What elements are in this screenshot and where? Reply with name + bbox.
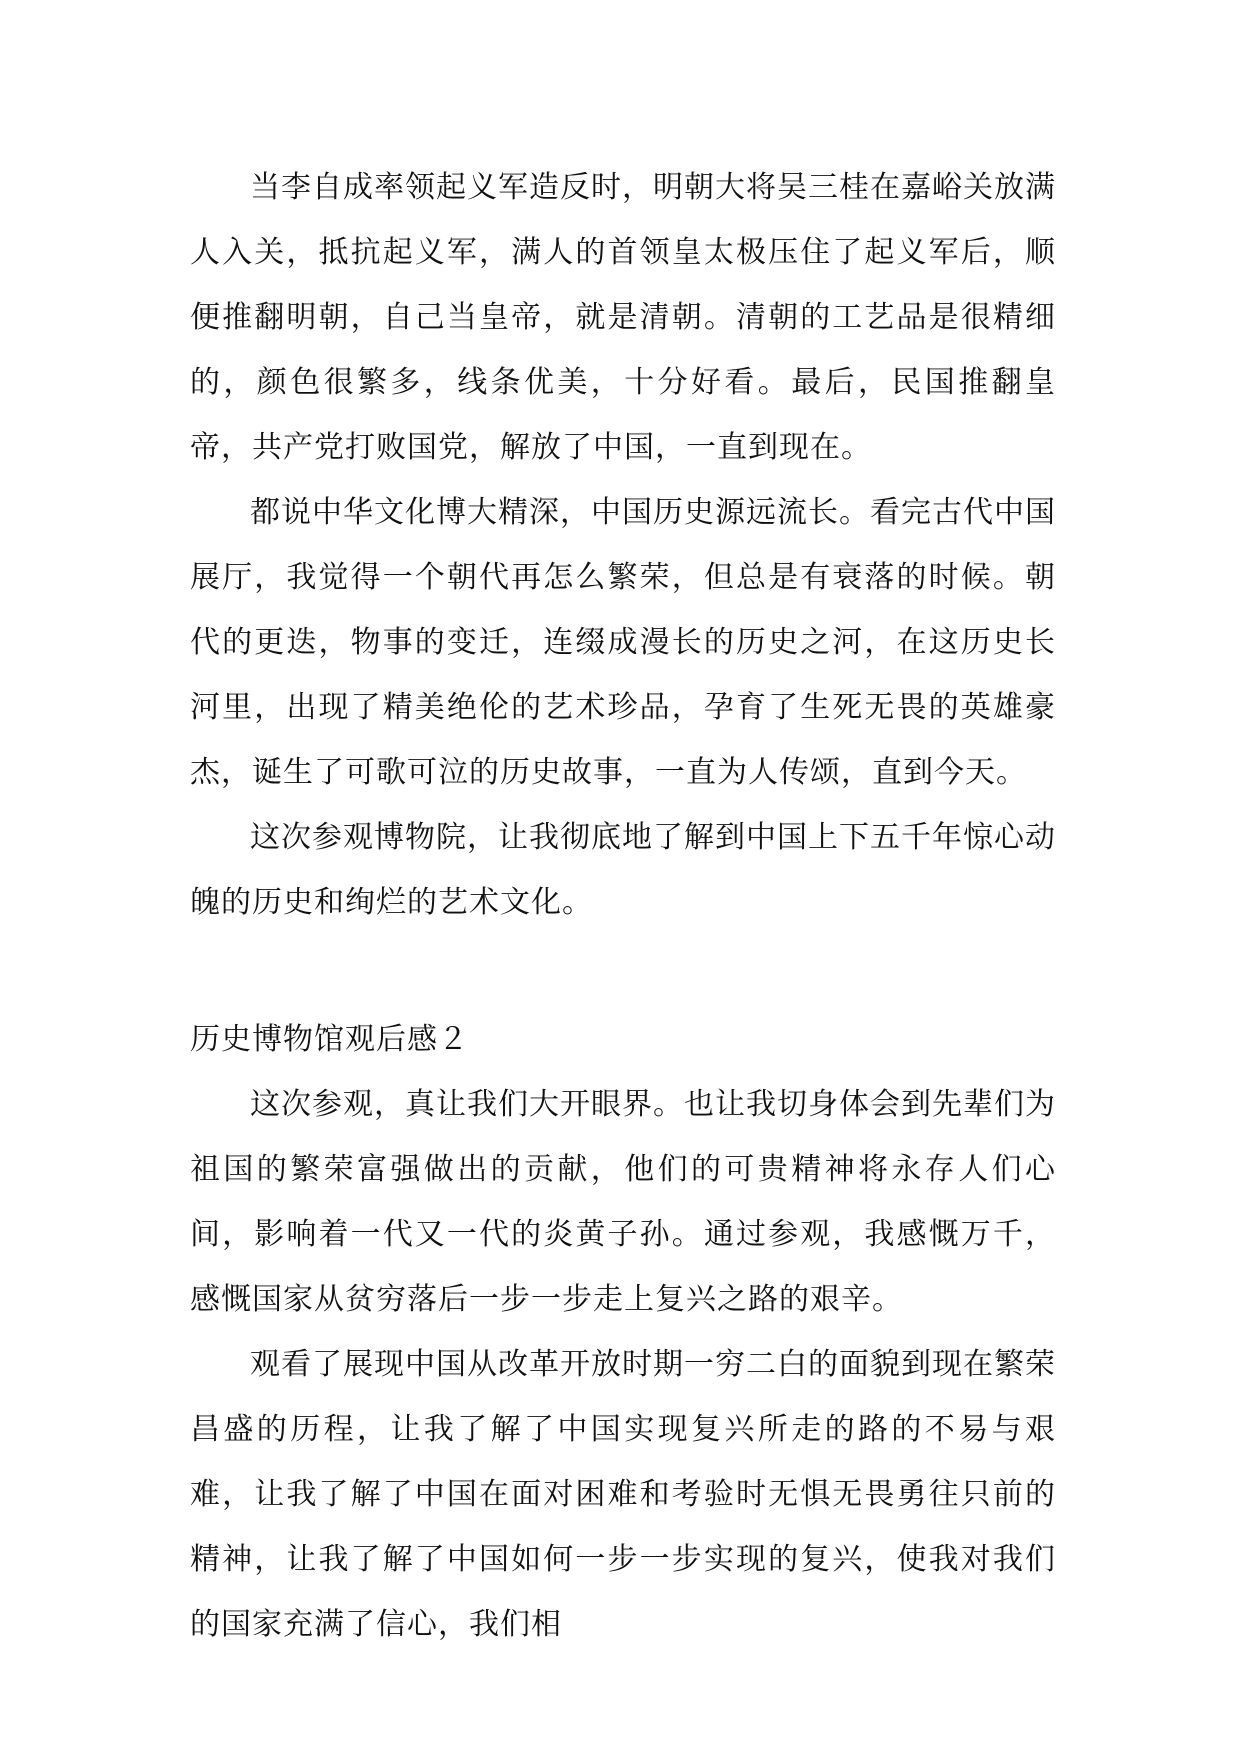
paragraph-chinese-culture: 都说中华文化博大精深，中国历史源远流长。看完古代中国展厅，我觉得一个朝代再怎么繁荣，但总是有衰落的时候。朝代的更迭，物事的变迁，连缀成漫长的历史之河，在这历史长河里，出现了精美绝伦的艺术珍品，孕育了生死无畏的英雄豪杰，诞生了可歌可泣的历史故事，一直为人传颂，直到今天。 <box>190 495 1056 790</box>
section-title: 历史博物馆观后感２ <box>190 1022 469 1057</box>
paragraph-qing-dynasty: 当李自成率领起义军造反时，明朝大将吴三桂在嘉峪关放满人入关，抵抗起义军，满人的首领皇太极压住了起义军后，顺便推翻明朝，自己当皇帝，就是清朝。清朝的工艺品是很精细的，颜色很繁多，线条优美，十分好看。最后，民国推翻皇帝，共产党打败国党，解放了中国，一直到现在。 <box>190 170 1056 465</box>
document-page <box>190 155 1056 1657</box>
paragraph-reform-history: 观看了展现中国从改革开放时期一穷二白的面貌到现在繁荣昌盛的历程，让我了解了中国实现复兴所走的路的不易与艰难，让我了解了中国在面对困难和考验时无惧无畏勇往只前的精神，让我了解了中国如何一步一步实现的复兴，使我对我们的国家充满了信心，我们相 <box>190 1347 1056 1642</box>
paragraph-museum-visit: 这次参观博物院，让我彻底地了解到中国上下五千年惊心动魄的历史和绚烂的艺术文化。 <box>190 820 1056 920</box>
paragraph-eye-opening-visit: 这次参观，真让我们大开眼界。也让我切身体会到先辈们为祖国的繁荣富强做出的贡献，他们的可贵精神将永存人们心间，影响着一代又一代的炎黄子孙。通过参观，我感慨万千，感慨国家从贫穷落后一步一步走上复兴之路的艰辛。 <box>190 1087 1056 1317</box>
section-spacer <box>190 935 1056 1007</box>
